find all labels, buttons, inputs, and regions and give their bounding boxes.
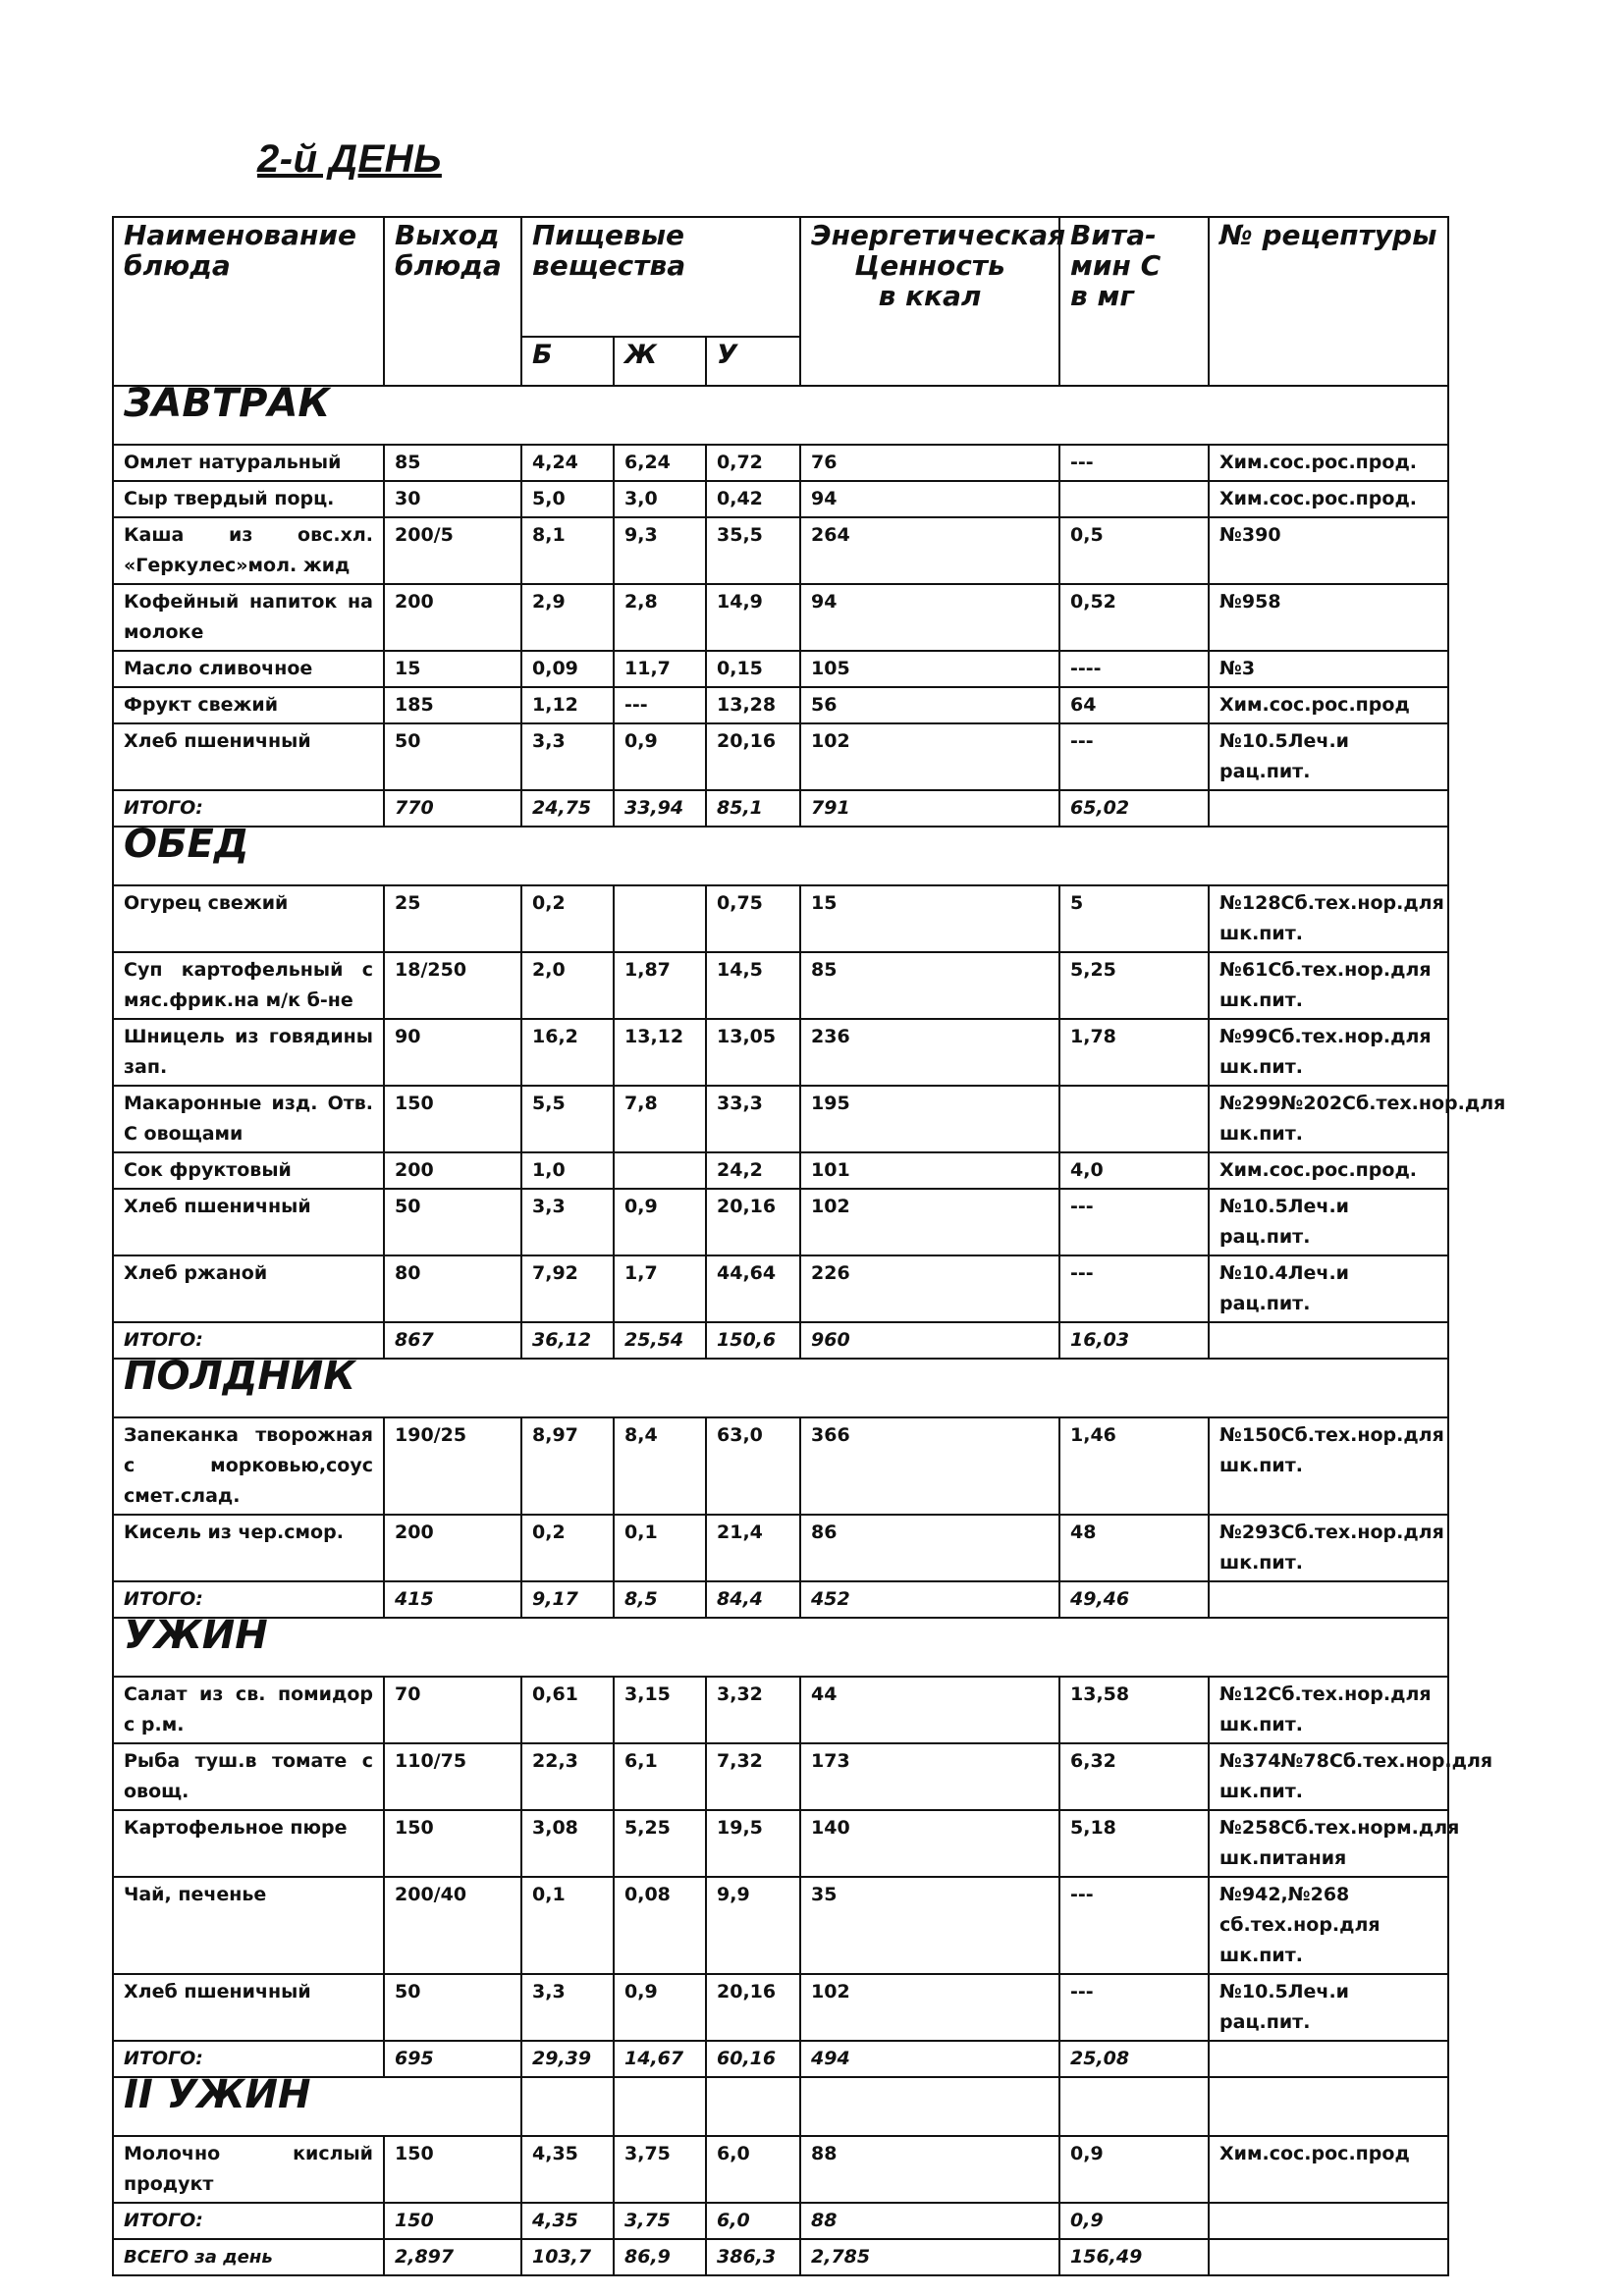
dish-u: 9,9 [706,1877,800,1974]
dish-yield: 30 [384,481,521,517]
dish-b: 2,0 [521,952,614,1019]
section-title: ПОЛДНИК [113,1359,1448,1417]
dish-yield: 15 [384,651,521,687]
menu-table [112,216,1506,2276]
dish-vit: 5 [1059,885,1209,952]
total-row [113,790,1448,827]
dish-kcal: 86 [800,1515,1059,1581]
grand-total-name: ВСЕГО за день [113,2239,384,2275]
dish-yield: 150 [384,2136,521,2203]
dish-kcal: 236 [800,1019,1059,1086]
empty-cell [521,2077,614,2136]
dish-recipe: №958 [1209,584,1448,651]
total-yield: 770 [384,790,521,827]
dish-u: 33,3 [706,1086,800,1152]
dish-u: 13,05 [706,1019,800,1086]
dish-kcal: 264 [800,517,1059,584]
dish-recipe: №3 [1209,651,1448,687]
empty-cell [1059,2077,1209,2136]
dish-kcal: 44 [800,1677,1059,1743]
dish-name: Суп картофельный с мяс.фрик.на м/к б-не [113,952,384,1019]
grand-total-yield: 2,897 [384,2239,521,2275]
dish-zh: 0,08 [614,1877,706,1974]
total-row [113,2203,1448,2239]
grand-total-b: 103,7 [521,2239,614,2275]
dish-u: 20,16 [706,723,800,790]
dish-recipe: №99Сб.тех.нор.для шк.пит. [1209,1019,1448,1086]
dish-kcal: 15 [800,885,1059,952]
dish-row [113,584,1448,651]
dish-row [113,885,1448,952]
section-row [113,1618,1448,1677]
dish-name: Хлеб пшеничный [113,723,384,790]
total-kcal: 791 [800,790,1059,827]
dish-recipe: №10.5Леч.и рац.пит. [1209,1974,1448,2041]
dish-recipe: №61Сб.тех.нор.для шк.пит. [1209,952,1448,1019]
dish-zh: 0,1 [614,1515,706,1581]
section-title: УЖИН [113,1618,1448,1677]
dish-yield: 110/75 [384,1743,521,1810]
dish-zh [614,1152,706,1189]
dish-recipe: №374№78Сб.тех.нор.для шк.пит. [1209,1743,1448,1810]
dish-recipe: №12Сб.тех.нор.для шк.пит. [1209,1677,1448,1743]
dish-recipe: №128Сб.тех.нор.для шк.пит. [1209,885,1448,952]
dish-vit: ---- [1059,651,1209,687]
dish-name: Каша из овс.хл. «Геркулес»мол. жид [113,517,384,584]
dish-b: 8,97 [521,1417,614,1515]
table-body [113,217,1506,2275]
total-b: 9,17 [521,1581,614,1618]
total-zh: 33,94 [614,790,706,827]
dish-b: 5,5 [521,1086,614,1152]
dish-kcal: 195 [800,1086,1059,1152]
dish-u: 0,42 [706,481,800,517]
section-title: II УЖИН [113,2077,521,2136]
dish-yield: 150 [384,1810,521,1877]
dish-zh: 13,12 [614,1019,706,1086]
dish-zh: 3,75 [614,2136,706,2203]
dish-kcal: 102 [800,1974,1059,2041]
dish-name: Салат из св. помидор с р.м. [113,1677,384,1743]
total-row [113,2041,1448,2077]
total-recipe [1209,790,1448,827]
total-vit: 0,9 [1059,2203,1209,2239]
dish-row [113,1417,1448,1515]
total-zh: 3,75 [614,2203,706,2239]
dish-name: Сок фруктовый [113,1152,384,1189]
dish-yield: 200 [384,1515,521,1581]
dish-kcal: 101 [800,1152,1059,1189]
total-b: 36,12 [521,1322,614,1359]
total-kcal: 494 [800,2041,1059,2077]
dish-b: 22,3 [521,1743,614,1810]
dish-u: 13,28 [706,687,800,723]
total-recipe [1209,2041,1448,2077]
dish-zh: 1,87 [614,952,706,1019]
dish-kcal: 88 [800,2136,1059,2203]
dish-zh: 3,0 [614,481,706,517]
dish-b: 8,1 [521,517,614,584]
dish-row [113,1810,1448,1877]
header-b: Б [521,337,614,386]
dish-yield: 85 [384,445,521,481]
dish-name: Рыба туш.в томате с овощ. [113,1743,384,1810]
dish-yield: 50 [384,723,521,790]
dish-recipe: Хим.сос.рос.прод. [1209,1152,1448,1189]
header-name: Наименование блюда [113,217,384,386]
dish-row [113,1189,1448,1255]
dish-kcal: 94 [800,584,1059,651]
header-row [113,217,1448,337]
dish-vit: --- [1059,1189,1209,1255]
dish-yield: 200/40 [384,1877,521,1974]
dish-zh: 1,7 [614,1255,706,1322]
dish-vit: --- [1059,723,1209,790]
total-u: 84,4 [706,1581,800,1618]
dish-zh: 9,3 [614,517,706,584]
dish-b: 0,61 [521,1677,614,1743]
total-recipe [1209,1581,1448,1618]
dish-u: 7,32 [706,1743,800,1810]
dish-row [113,723,1448,790]
dish-kcal: 102 [800,723,1059,790]
grand-total-kcal: 2,785 [800,2239,1059,2275]
dish-kcal: 173 [800,1743,1059,1810]
dish-name: Кисель из чер.смор. [113,1515,384,1581]
page-title: 2-й ДЕНЬ [257,137,442,181]
total-vit: 65,02 [1059,790,1209,827]
dish-yield: 80 [384,1255,521,1322]
dish-zh: 0,9 [614,1189,706,1255]
empty-cell [1209,2077,1448,2136]
total-kcal: 452 [800,1581,1059,1618]
dish-vit: 5,25 [1059,952,1209,1019]
dish-u: 21,4 [706,1515,800,1581]
dish-zh: 11,7 [614,651,706,687]
dish-zh: 0,9 [614,723,706,790]
dish-yield: 200 [384,584,521,651]
total-yield: 415 [384,1581,521,1618]
total-vit: 25,08 [1059,2041,1209,2077]
dish-b: 3,3 [521,1189,614,1255]
dish-vit: 1,78 [1059,1019,1209,1086]
dish-u: 3,32 [706,1677,800,1743]
dish-name: Фрукт свежий [113,687,384,723]
empty-cell [614,2077,706,2136]
dish-b: 3,3 [521,1974,614,2041]
dish-recipe: №10.5Леч.и рац.пит. [1209,723,1448,790]
total-u: 60,16 [706,2041,800,2077]
header-yield: Выход блюда [384,217,521,386]
dish-kcal: 140 [800,1810,1059,1877]
grand-total-recipe [1209,2239,1448,2275]
dish-recipe: №390 [1209,517,1448,584]
dish-yield: 190/25 [384,1417,521,1515]
dish-row [113,1255,1448,1322]
dish-u: 20,16 [706,1189,800,1255]
dish-name: Картофельное пюре [113,1810,384,1877]
dish-zh: 2,8 [614,584,706,651]
dish-vit: 13,58 [1059,1677,1209,1743]
dish-zh: --- [614,687,706,723]
dish-recipe: №10.4Леч.и рац.пит. [1209,1255,1448,1322]
dish-recipe: №293Сб.тех.нор.для шк.пит. [1209,1515,1448,1581]
total-vit: 49,46 [1059,1581,1209,1618]
dish-kcal: 76 [800,445,1059,481]
grand-total-vit: 156,49 [1059,2239,1209,2275]
total-u: 150,6 [706,1322,800,1359]
dish-u: 63,0 [706,1417,800,1515]
total-u: 85,1 [706,790,800,827]
dish-u: 14,9 [706,584,800,651]
dish-yield: 18/250 [384,952,521,1019]
dish-vit: 0,5 [1059,517,1209,584]
dish-row [113,445,1448,481]
total-name: ИТОГО: [113,1581,384,1618]
dish-name: Сыр твердый порц. [113,481,384,517]
header-nutrients: Пищевые вещества [521,217,800,337]
dish-name: Шницель из говядины зап. [113,1019,384,1086]
dish-zh: 0,9 [614,1974,706,2041]
dish-u: 0,75 [706,885,800,952]
dish-b: 0,09 [521,651,614,687]
dish-b: 1,12 [521,687,614,723]
dish-vit: --- [1059,1974,1209,2041]
dish-zh: 3,15 [614,1677,706,1743]
dish-b: 3,3 [521,723,614,790]
dish-u: 44,64 [706,1255,800,1322]
dish-vit: --- [1059,1877,1209,1974]
total-b: 24,75 [521,790,614,827]
dish-zh: 6,24 [614,445,706,481]
total-name: ИТОГО: [113,790,384,827]
dish-yield: 70 [384,1677,521,1743]
dish-b: 7,92 [521,1255,614,1322]
total-b: 29,39 [521,2041,614,2077]
dish-row [113,952,1448,1019]
dish-yield: 150 [384,1086,521,1152]
dish-name: Масло сливочное [113,651,384,687]
dish-zh: 8,4 [614,1417,706,1515]
dish-recipe: Хим.сос.рос.прод [1209,2136,1448,2203]
total-row [113,1581,1448,1618]
dish-row [113,1743,1448,1810]
total-name: ИТОГО: [113,1322,384,1359]
dish-vit: 5,18 [1059,1810,1209,1877]
dish-b: 0,2 [521,885,614,952]
dish-u: 19,5 [706,1810,800,1877]
dish-yield: 90 [384,1019,521,1086]
dish-recipe: №942,№268 сб.тех.нор.для шк.пит. [1209,1877,1448,1974]
dish-kcal: 94 [800,481,1059,517]
dish-yield: 50 [384,1189,521,1255]
dish-zh [614,885,706,952]
dish-u: 6,0 [706,2136,800,2203]
dish-name: Хлеб пшеничный [113,1189,384,1255]
dish-b: 0,1 [521,1877,614,1974]
dish-vit [1059,481,1209,517]
dish-kcal: 85 [800,952,1059,1019]
dish-b: 0,2 [521,1515,614,1581]
total-u: 6,0 [706,2203,800,2239]
total-recipe [1209,2203,1448,2239]
section-title: ОБЕД [113,827,1448,885]
dish-u: 14,5 [706,952,800,1019]
dish-vit: 1,46 [1059,1417,1209,1515]
dish-zh: 6,1 [614,1743,706,1810]
total-zh: 25,54 [614,1322,706,1359]
dish-b: 16,2 [521,1019,614,1086]
dish-zh: 7,8 [614,1086,706,1152]
dish-u: 0,15 [706,651,800,687]
total-yield: 150 [384,2203,521,2239]
dish-name: Хлеб пшеничный [113,1974,384,2041]
dish-zh: 5,25 [614,1810,706,1877]
dish-b: 3,08 [521,1810,614,1877]
empty-cell [706,2077,800,2136]
dish-row [113,2136,1448,2203]
dish-u: 24,2 [706,1152,800,1189]
dish-row [113,687,1448,723]
dish-row [113,1877,1448,1974]
dish-yield: 25 [384,885,521,952]
dish-recipe: Хим.сос.рос.прод. [1209,445,1448,481]
section-row [113,827,1448,885]
dish-yield: 200/5 [384,517,521,584]
dish-recipe: №258Сб.тех.норм.для шк.питания [1209,1810,1448,1877]
total-yield: 695 [384,2041,521,2077]
dish-recipe: №299№202Сб.тех.нор.для шк.пит. [1209,1086,1448,1152]
dish-recipe: Хим.сос.рос.прод. [1209,481,1448,517]
dish-b: 4,24 [521,445,614,481]
dish-b: 4,35 [521,2136,614,2203]
section-title: ЗАВТРАК [113,386,1448,445]
dish-name: Макаронные изд. Отв. С овощами [113,1086,384,1152]
dish-kcal: 56 [800,687,1059,723]
header-u: У [706,337,800,386]
dish-row [113,1515,1448,1581]
total-name: ИТОГО: [113,2203,384,2239]
dish-yield: 50 [384,1974,521,2041]
dish-vit: 48 [1059,1515,1209,1581]
dish-name: Хлеб ржаной [113,1255,384,1322]
dish-name: Омлет натуральный [113,445,384,481]
dish-name: Молочно кислый продукт [113,2136,384,2203]
dish-b: 5,0 [521,481,614,517]
dish-vit: 0,9 [1059,2136,1209,2203]
dish-vit: --- [1059,445,1209,481]
dish-row [113,1086,1448,1152]
empty-cell [800,2077,1059,2136]
dish-row [113,1019,1448,1086]
dish-row [113,481,1448,517]
dish-kcal: 226 [800,1255,1059,1322]
dish-name: Чай, печенье [113,1877,384,1974]
dish-row [113,1677,1448,1743]
dish-u: 35,5 [706,517,800,584]
section-row [113,2077,1448,2136]
dish-vit: 4,0 [1059,1152,1209,1189]
grand-total-zh: 86,9 [614,2239,706,2275]
dish-name: Запеканка творожная с морковью,соус смет.слад. [113,1417,384,1515]
dish-vit: --- [1059,1255,1209,1322]
total-zh: 14,67 [614,2041,706,2077]
total-yield: 867 [384,1322,521,1359]
dish-kcal: 102 [800,1189,1059,1255]
dish-kcal: 366 [800,1417,1059,1515]
grand-total-u: 386,3 [706,2239,800,2275]
header-recipe: № рецептуры [1209,217,1448,386]
dish-vit: 0,52 [1059,584,1209,651]
dish-kcal: 105 [800,651,1059,687]
dish-b: 1,0 [521,1152,614,1189]
total-b: 4,35 [521,2203,614,2239]
section-row [113,386,1448,445]
grand-total-row [113,2239,1448,2275]
dish-name: Огурец свежий [113,885,384,952]
total-name: ИТОГО: [113,2041,384,2077]
header-energy: Энергетическая Ценность в ккал [800,217,1059,386]
dish-recipe: №150Сб.тех.нор.для шк.пит. [1209,1417,1448,1515]
dish-vit [1059,1086,1209,1152]
dish-kcal: 35 [800,1877,1059,1974]
dish-yield: 185 [384,687,521,723]
dish-u: 20,16 [706,1974,800,2041]
total-vit: 16,03 [1059,1322,1209,1359]
section-row [113,1359,1448,1417]
dish-vit: 6,32 [1059,1743,1209,1810]
dish-recipe: Хим.сос.рос.прод [1209,687,1448,723]
dish-vit: 64 [1059,687,1209,723]
dish-u: 0,72 [706,445,800,481]
dish-row [113,651,1448,687]
header-vitamin: Вита- мин С в мг [1059,217,1209,386]
total-kcal: 88 [800,2203,1059,2239]
dish-row [113,1152,1448,1189]
total-recipe [1209,1322,1448,1359]
header-zh: Ж [614,337,706,386]
dish-yield: 200 [384,1152,521,1189]
dish-row [113,517,1448,584]
dish-name: Кофейный напиток на молоке [113,584,384,651]
total-zh: 8,5 [614,1581,706,1618]
dish-row [113,1974,1448,2041]
total-kcal: 960 [800,1322,1059,1359]
dish-b: 2,9 [521,584,614,651]
dish-recipe: №10.5Леч.и рац.пит. [1209,1189,1448,1255]
